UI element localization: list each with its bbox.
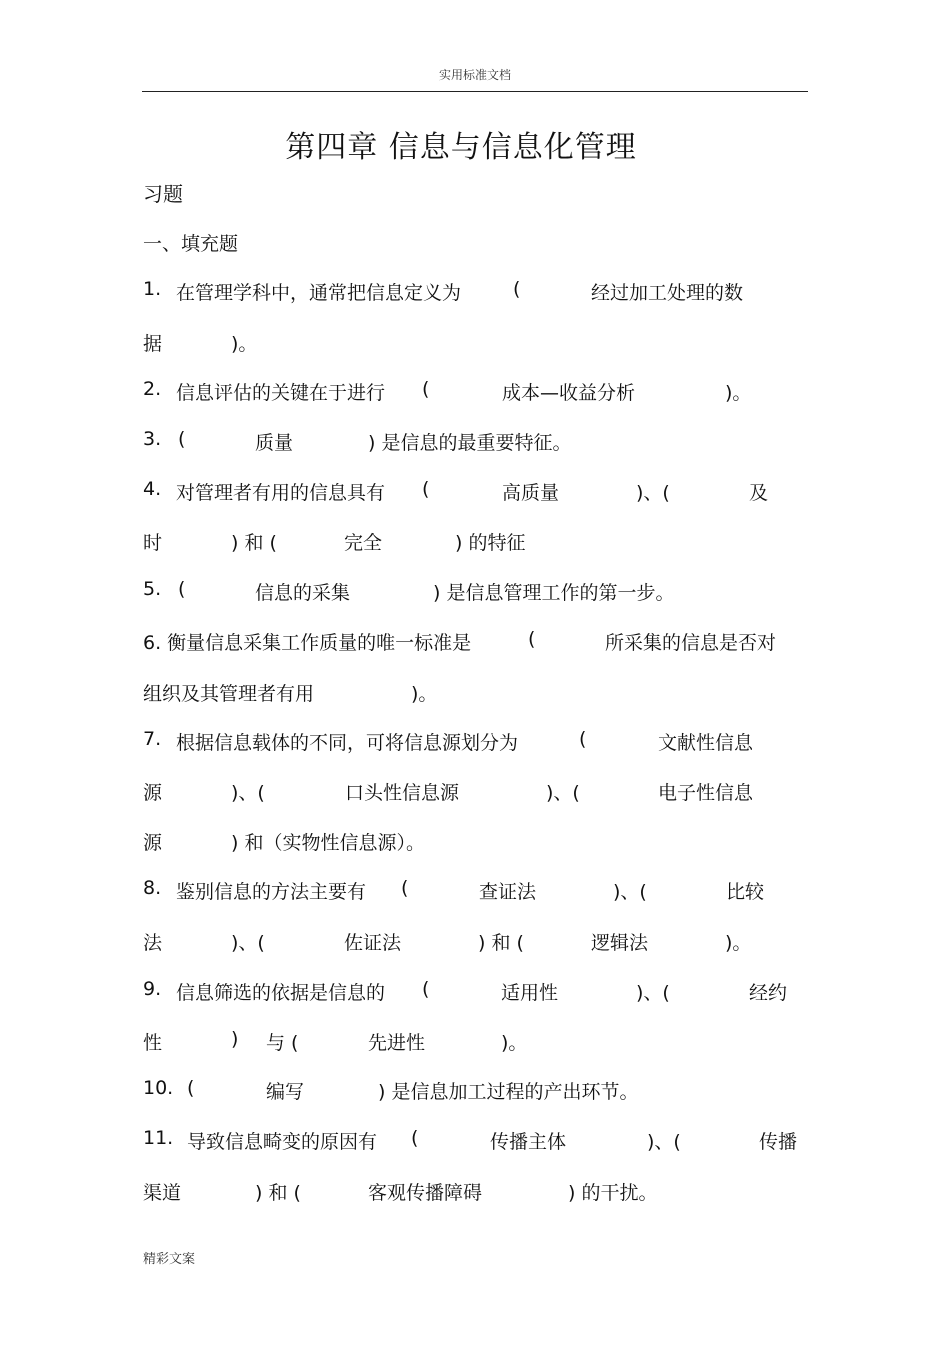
blank-open: ( [422, 978, 430, 1000]
question-text: 导致信息畸变的原因有 [187, 1131, 378, 1153]
question-number: 8. [143, 877, 162, 899]
answer-text: 文献性信息 [658, 732, 754, 754]
blank-open: ( [411, 1127, 419, 1149]
answer-text: 组织及其管理者有用 [143, 683, 315, 705]
answer-text: 完全 [344, 532, 383, 554]
answer-text: 时 [143, 532, 163, 554]
question-number: 3. [143, 428, 162, 450]
question-number: 1. [143, 278, 162, 300]
answer-text: 经过加工处理的数 [591, 282, 744, 304]
question-text: ) 是信息加工过程的产出环节。 [378, 1081, 639, 1103]
answer-text: 佐证法 [344, 932, 402, 954]
answer-text: 经约 [749, 982, 788, 1004]
question-number: 11. [143, 1127, 174, 1149]
answer-text: 传播主体 [490, 1131, 567, 1153]
question-number: 9. [143, 978, 162, 1000]
question-text: ) 的特征 [455, 532, 526, 554]
subsection-heading: 一、填充题 [143, 233, 239, 255]
question-text: ) 是信息的最重要特征。 [368, 432, 572, 454]
answer-text: 源 [143, 782, 163, 804]
blank-close: )。 [501, 1032, 528, 1054]
answer-text: 法 [143, 932, 163, 954]
answer-text: 质量 [255, 432, 294, 454]
blank-open: ( [422, 478, 430, 500]
answer-text: 信息的采集 [255, 582, 351, 604]
question-number: 4. [143, 478, 162, 500]
question-text: ) 是信息管理工作的第一步。 [433, 582, 675, 604]
blank-separator: 与 ( [266, 1032, 299, 1054]
blank-close: )。 [725, 932, 752, 954]
blank-separator: ) 和 ( [478, 932, 524, 954]
question-number: 2. [143, 378, 162, 400]
question-number: 5. [143, 578, 162, 600]
answer-text: 逻辑法 [591, 932, 649, 954]
blank-close: )。 [411, 683, 438, 705]
chapter-title: 第四章 信息与信息化管理 [285, 130, 637, 165]
question-text: 鉴别信息的方法主要有 [176, 881, 367, 903]
answer-text: 编写 [266, 1081, 305, 1103]
answer-text: 高质量 [502, 482, 560, 504]
blank-open: ( [513, 278, 521, 300]
blank-separator: )、( [636, 482, 670, 504]
answer-text: 电子性信息 [658, 782, 754, 804]
question-text: 信息筛选的依据是信息的 [176, 982, 386, 1004]
blank-open: ( [401, 877, 409, 899]
blank-open: ( [422, 378, 430, 400]
answer-text: 传播 [759, 1131, 798, 1153]
question-number: 10. [143, 1077, 174, 1099]
question-text: 对管理者有用的信息具有 [176, 482, 386, 504]
answer-text: 客观传播障碍 [368, 1182, 483, 1204]
answer-text: 口头性信息源 [345, 782, 460, 804]
section-heading: 习题 [143, 182, 183, 206]
blank-close: ) 和（实物性信息源）。 [231, 832, 425, 854]
question-text: 根据信息载体的不同，可将信息源划分为 [176, 732, 519, 754]
blank-separator: )、( [546, 782, 580, 804]
blank-close: ) [231, 1028, 239, 1050]
answer-text: 比较 [726, 881, 765, 903]
question-number: 7. [143, 728, 162, 750]
question-text: 6. 衡量信息采集工作质量的唯一标准是 [143, 632, 472, 654]
question-text: 在管理学科中，通常把信息定义为 [176, 282, 462, 304]
answer-text: 源 [143, 832, 163, 854]
question-text: 信息评估的关键在于进行 [176, 382, 386, 404]
answer-text: 成本—收益分析 [502, 382, 636, 404]
blank-separator: )、( [636, 982, 670, 1004]
blank-separator: )、( [231, 932, 265, 954]
blank-open: ( [178, 578, 186, 600]
answer-text: 查证法 [479, 881, 537, 903]
blank-open: ( [178, 428, 186, 450]
answer-text: 及 [749, 482, 769, 504]
blank-open: ( [579, 728, 587, 750]
answer-text: 渠道 [143, 1182, 182, 1204]
answer-text: 先进性 [368, 1032, 426, 1054]
page-footer: 精彩文案 [143, 1252, 196, 1267]
answer-text: 适用性 [501, 982, 559, 1004]
blank-separator: )、( [613, 881, 647, 903]
blank-open: ( [528, 628, 536, 650]
answer-text: 性 [143, 1032, 163, 1054]
header-rule [142, 91, 808, 92]
blank-open: ( [187, 1077, 195, 1099]
blank-close: )。 [231, 333, 258, 355]
answer-text: 所采集的信息是否对 [605, 632, 777, 654]
blank-separator: )、( [647, 1131, 681, 1153]
blank-separator: ) 和 ( [255, 1182, 301, 1204]
blank-close: )。 [725, 382, 752, 404]
blank-separator: )、( [231, 782, 265, 804]
answer-text: 据 [143, 333, 163, 355]
question-text: ) 的干扰。 [568, 1182, 658, 1204]
blank-separator: ) 和 ( [231, 532, 277, 554]
page-header: 实用标准文档 [438, 68, 511, 82]
